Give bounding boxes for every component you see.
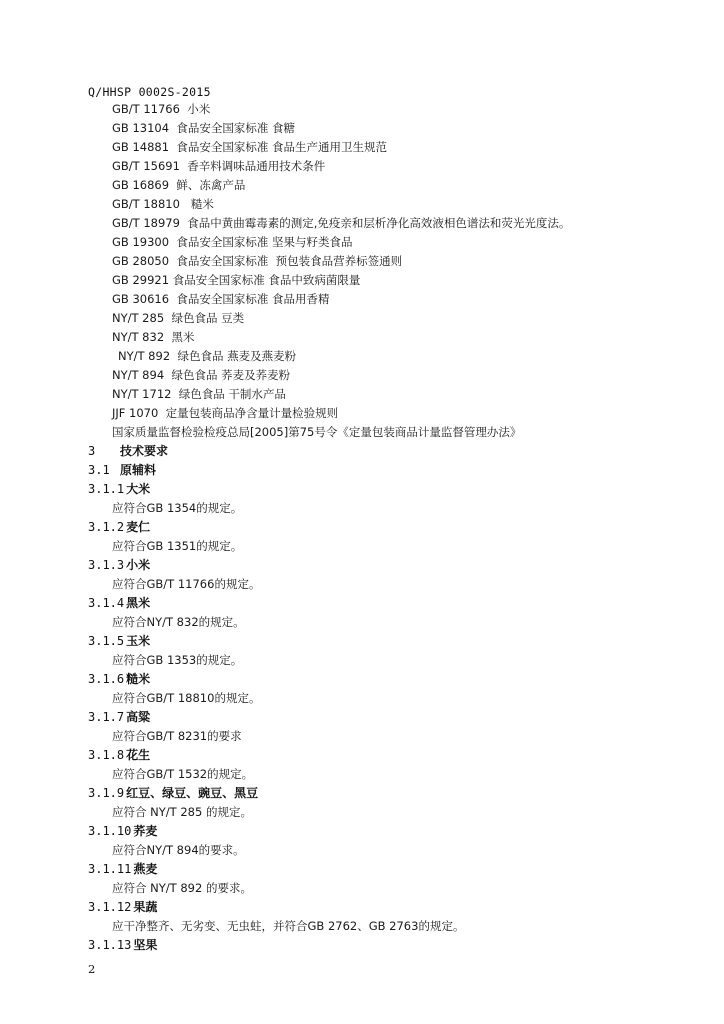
clause-number: 3.1.5: [88, 634, 125, 648]
clause-text: 应符合GB 1351的规定。: [112, 539, 243, 553]
clause-title: 大米: [126, 482, 151, 496]
clause-title: 糙米: [126, 672, 151, 686]
clause-title: 高粱: [126, 710, 151, 724]
reference-line: JJF 1070 定量包装商品净含量计量检验规则: [112, 406, 339, 420]
clause-text: 应符合GB/T 8231的要求: [112, 729, 242, 743]
clause-heading: [88, 899, 157, 915]
clause-heading: [88, 785, 258, 801]
clause-text: 应符合GB 1353的规定。: [112, 653, 243, 667]
clause-text: 应符合NY/T 894的要求。: [112, 843, 245, 857]
clause-title: 红豆、绿豆、豌豆、黑豆: [126, 786, 259, 800]
reference-line: NY/T 894 绿色食品 荞麦及荞麦粉: [112, 368, 291, 382]
clause-title: 麦仁: [126, 520, 151, 534]
clause-title: 燕麦: [133, 862, 158, 876]
clause-title: 小米: [126, 558, 151, 572]
clause-text: 应符合GB/T 11766的规定。: [112, 577, 261, 591]
clause-heading: [88, 633, 150, 649]
clause-number: 3.1.4: [88, 596, 125, 610]
reference-line: GB/T 18979 食品中黄曲霉毒素的测定,免疫亲和层析净化高效液相色谱法和荧光光度法。: [112, 216, 571, 230]
clause-number: 3.1.10: [88, 824, 132, 838]
clause-heading: [88, 481, 150, 497]
page-number: 2: [88, 962, 96, 976]
clause-number: 3.1.3: [88, 558, 125, 572]
clause-title: 黑米: [126, 596, 151, 610]
reference-line: GB/T 15691 香辛料调味品通用技术条件: [112, 159, 326, 173]
clause-number: 3.1.6: [88, 672, 125, 686]
section-heading: [88, 443, 168, 459]
clause-text: 应符合 NY/T 285 的规定。: [112, 805, 252, 819]
clause-heading: [88, 861, 157, 877]
reference-line: GB/T 18810 糙米: [112, 197, 214, 211]
reference-line: GB 30616 食品安全国家标准 食品用香精: [112, 292, 330, 306]
clause-text: 应符合NY/T 832的规定。: [112, 615, 245, 629]
clause-heading: [88, 823, 157, 839]
clause-text: 应符合 NY/T 892 的要求。: [112, 881, 252, 895]
section-number: 3: [88, 444, 96, 458]
clause-title: 花生: [126, 748, 151, 762]
reference-line: GB/T 11766 小米: [112, 102, 211, 116]
reference-line: NY/T 832 黑米: [112, 330, 195, 344]
clause-heading: [88, 709, 150, 725]
reference-line: NY/T 285 绿色食品 豆类: [112, 311, 245, 325]
clause-number: 3.1.2: [88, 520, 125, 534]
clause-number: 3.1.1: [88, 482, 125, 496]
reference-line: GB 14881 食品安全国家标准 食品生产通用卫生规范: [112, 140, 388, 154]
clause-heading: [88, 595, 150, 611]
clause-heading: [88, 519, 150, 535]
clause-heading: [88, 557, 150, 573]
clause-title: 坚果: [133, 938, 158, 952]
subsection-heading: [88, 462, 156, 478]
reference-line: NY/T 892 绿色食品 燕麦及燕麦粉: [118, 349, 297, 363]
clause-text: 应符合GB/T 1532的规定。: [112, 767, 254, 781]
clause-text: 应干净整齐、无劣变、无虫蛀，并符合GB 2762、GB 2763的规定。: [112, 919, 465, 933]
clause-title: 果蔬: [133, 900, 158, 914]
clause-heading: [88, 671, 150, 687]
section-title: 原辅料: [120, 463, 157, 477]
clause-title: 荞麦: [133, 824, 158, 838]
reference-line: GB 19300 食品安全国家标准 坚果与籽类食品: [112, 235, 353, 249]
clause-number: 3.1.13: [88, 938, 132, 952]
reference-line: 国家质量监督检验检疫总局[2005]第75号令《定量包装商品计量监督管理办法》: [112, 425, 522, 439]
section-number: 3.1: [88, 463, 110, 477]
clause-heading: [88, 747, 150, 763]
reference-line: GB 29921 食品安全国家标准 食品中致病菌限量: [112, 273, 361, 287]
clause-number: 3.1.9: [88, 786, 125, 800]
clause-number: 3.1.11: [88, 862, 132, 876]
clause-text: 应符合GB 1354的规定。: [112, 501, 243, 515]
clause-text: 应符合GB/T 18810的规定。: [112, 691, 261, 705]
section-title: 技术要求: [120, 444, 169, 458]
reference-line: GB 28050 食品安全国家标准 预包装食品营养标签通则: [112, 254, 403, 268]
clause-number: 3.1.8: [88, 748, 125, 762]
clause-heading: [88, 937, 157, 953]
reference-line: NY/T 1712 绿色食品 干制水产品: [112, 387, 286, 401]
document-id: Q/HHSP 0002S-2015: [88, 85, 211, 99]
reference-line: GB 13104 食品安全国家标准 食糖: [112, 121, 296, 135]
clause-title: 玉米: [126, 634, 151, 648]
clause-number: 3.1.7: [88, 710, 125, 724]
reference-line: GB 16869 鲜、冻禽产品: [112, 178, 246, 192]
clause-number: 3.1.12: [88, 900, 132, 914]
